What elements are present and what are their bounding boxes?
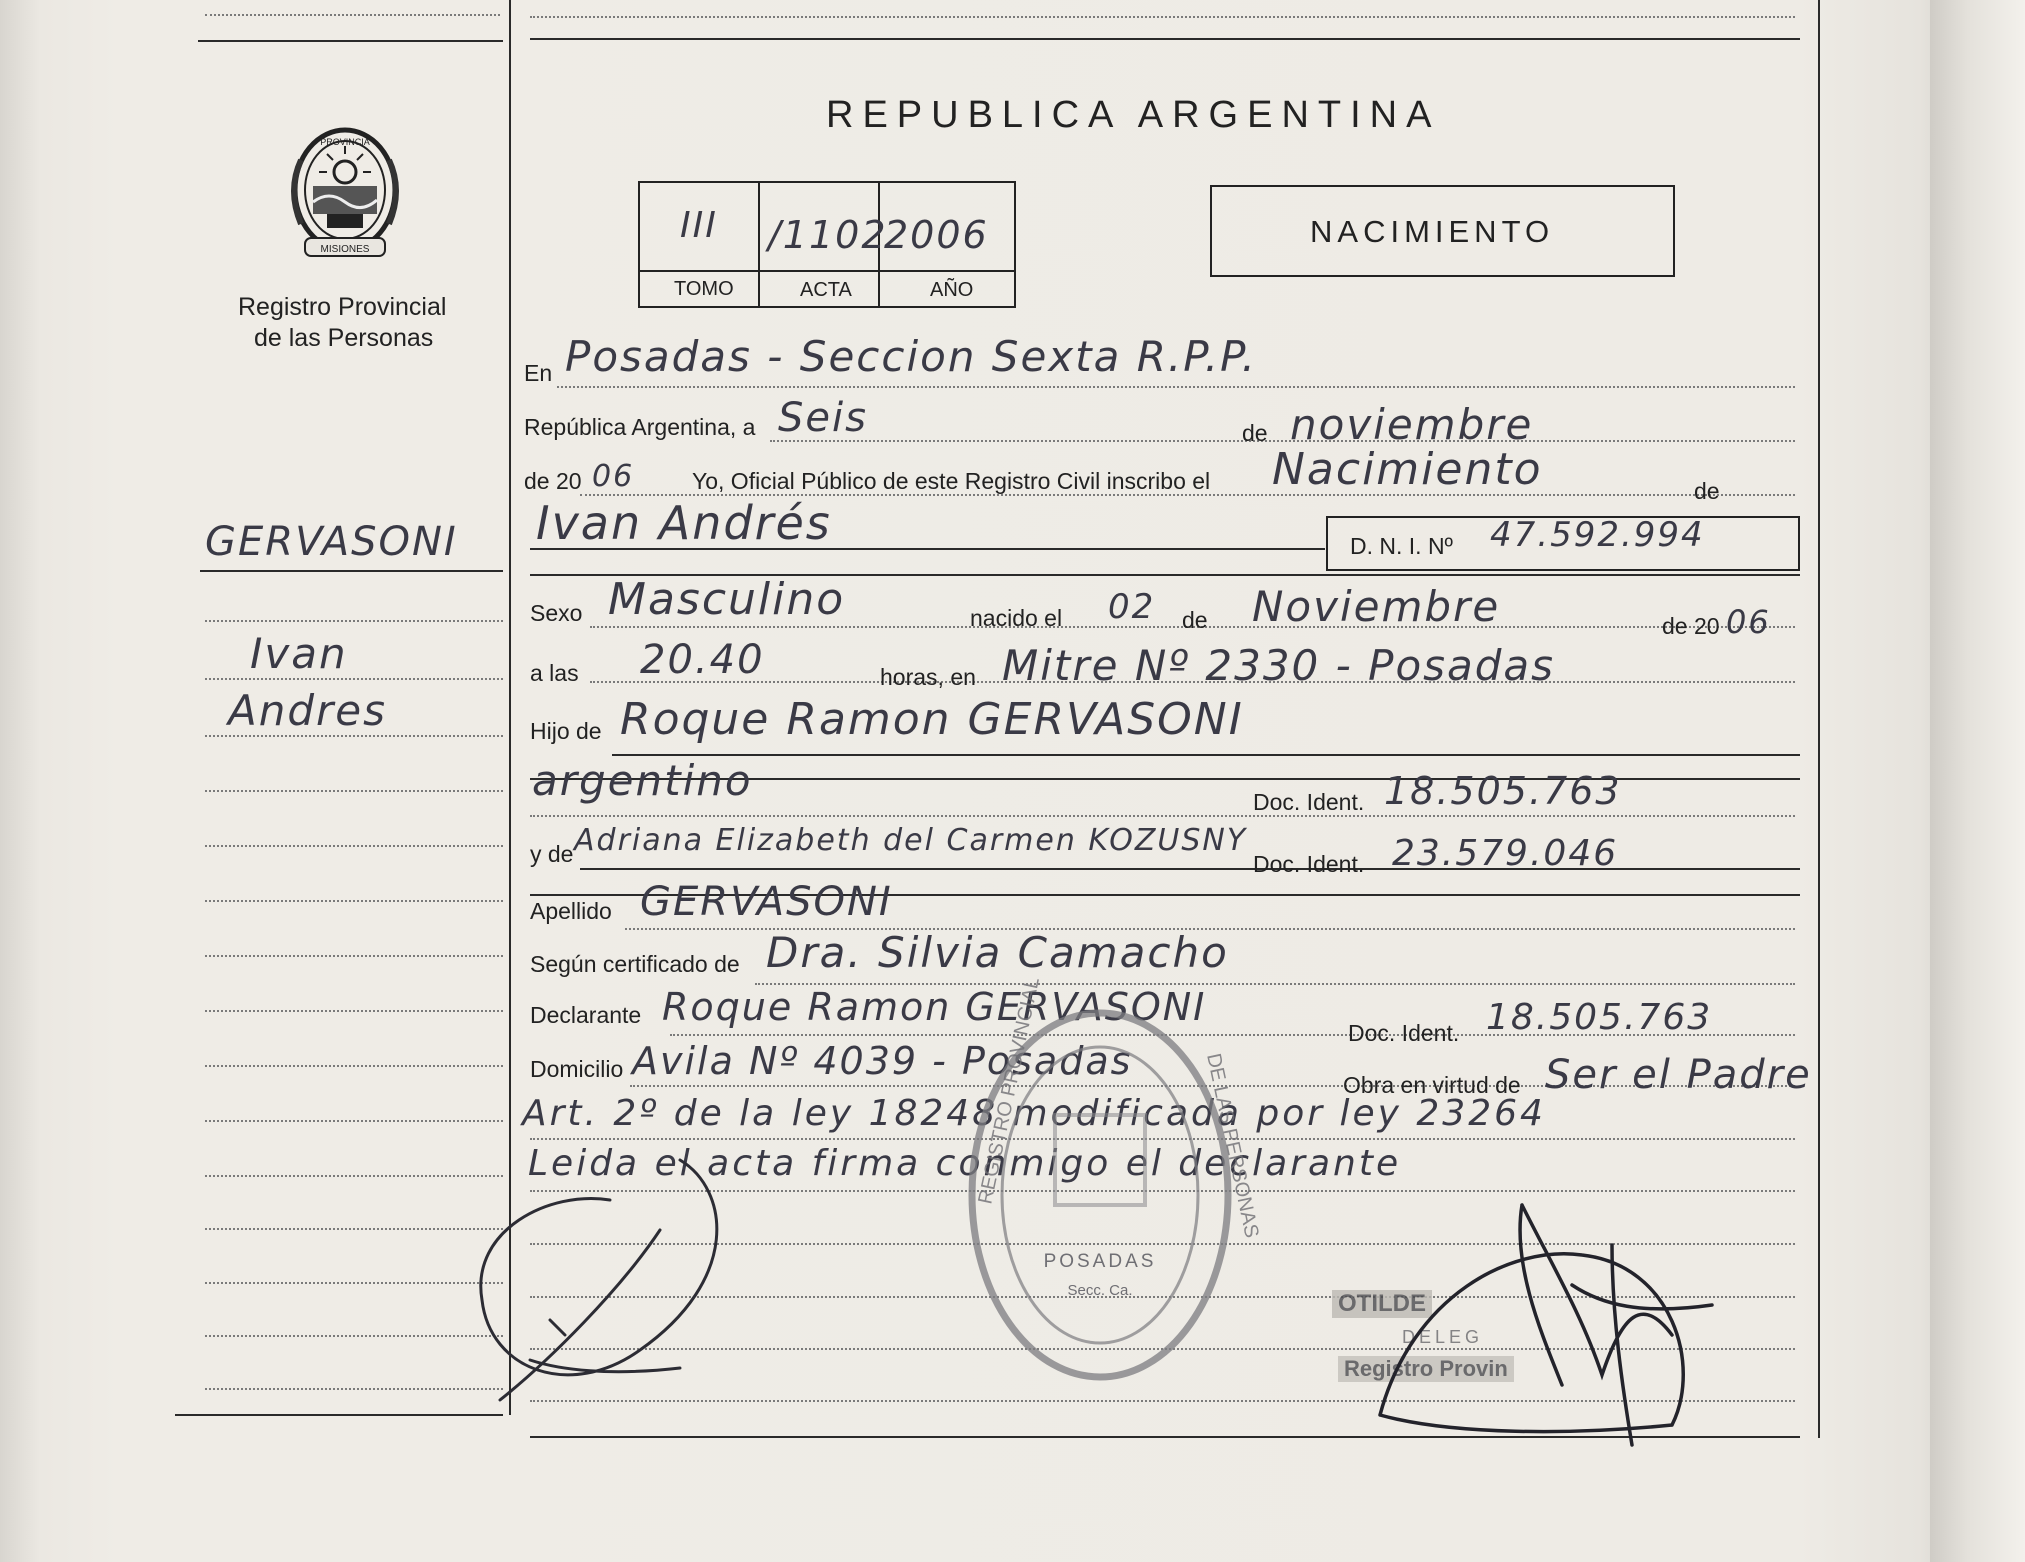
label-declarante: Declarante [530, 1002, 642, 1028]
margin-bottom-line [175, 1414, 503, 1416]
hw-apellido: GERVASONI [640, 879, 893, 925]
registry-name-line2: de las Personas [254, 324, 434, 352]
provincial-emblem-icon [283, 120, 407, 266]
stamp-left-text: REGISTRO PROVINCIAL [974, 975, 1044, 1207]
hw-observacion-2: Leida el acta firma conmigo el declarante [528, 1143, 1402, 1184]
label-yo-oficial: Yo, Oficial Público de este Registro Civil inscribo el [692, 468, 1211, 494]
label-hijo-de: Hijo de [530, 718, 602, 744]
hw-hora: 20.40 [640, 637, 765, 683]
label-segun-certificado: Según certificado de [530, 951, 740, 977]
label-horas-en: horas, en [880, 664, 976, 690]
tomo-label: TOMO [674, 278, 734, 300]
label-de-3: de [1182, 607, 1208, 633]
hw-declarante-doc: 18.505.763 [1486, 997, 1713, 1038]
margin-given-2: Andres [228, 686, 387, 735]
declarant-signature [1372, 1185, 1752, 1455]
hw-padre-nacionalidad: argentino [532, 756, 753, 805]
label-apellido: Apellido [530, 898, 612, 924]
label-nacido-el: nacido el [970, 605, 1063, 631]
official-round-stamp [955, 975, 1263, 1395]
hw-lugar-nacimiento: Mitre Nº 2330 - Posadas [1002, 641, 1556, 690]
dotted-line [530, 16, 1795, 18]
hw-nacido-mes: Noviembre [1252, 582, 1501, 631]
label-republica: República Argentina, a [524, 414, 756, 440]
margin-surname: GERVASONI [205, 519, 458, 565]
ano-value: 2006 [884, 213, 989, 257]
label-doc-ident-3: Doc. Ident. [1348, 1020, 1460, 1046]
label-domicilio: Domicilio [530, 1056, 624, 1082]
label-en: En [524, 360, 553, 386]
hw-certificado: Dra. Silvia Camacho [766, 928, 1229, 977]
label-dni: D. N. I. Nº [1350, 533, 1453, 559]
registry-name-line1: Registro Provincial [238, 293, 447, 321]
separator-line [530, 38, 1800, 40]
hw-madre: Adriana Elizabeth del Carmen KOZUSNY [574, 823, 1248, 858]
label-y-de: y de [530, 841, 574, 867]
dotted-line [205, 14, 500, 16]
hw-lugar: Posadas - Seccion Sexta R.P.P. [565, 332, 1258, 381]
record-number-box [638, 181, 1016, 308]
stamp-center-text-2: Secc. Ca. [1067, 1282, 1133, 1299]
emblem-top-text: PROVINCIA [320, 137, 370, 147]
label-de-20b: de 20 [1662, 613, 1720, 639]
margin-line [200, 570, 503, 572]
country-heading: REPUBLICA ARGENTINA [826, 94, 1441, 136]
hw-domicilio: Avila Nº 4039 - Posadas [632, 1039, 1133, 1083]
hw-nacido-dia: 02 [1108, 587, 1156, 627]
label-a-las: a las [530, 660, 579, 686]
margin-given-1: Ivan [250, 629, 348, 678]
rect-stamp-line1: OTILDE [1332, 1290, 1432, 1318]
acta-value: /1102 [768, 213, 888, 257]
label-de-20: de 20 [524, 468, 582, 494]
hw-nombre: Ivan Andrés [536, 496, 832, 550]
rect-stamp-line2: DELEG [1402, 1327, 1484, 1347]
acta-label: ACTA [800, 279, 852, 301]
label-de: de [1242, 420, 1268, 446]
page-edge [1930, 0, 2025, 1562]
hw-sexo: Masculino [608, 574, 846, 625]
right-border [1818, 0, 1820, 1438]
separator-line [198, 40, 503, 42]
record-type: NACIMIENTO [1310, 214, 1555, 249]
hw-padre: Roque Ramon GERVASONI [620, 694, 1244, 745]
label-obra-virtud: Obra en virtud de [1343, 1072, 1521, 1098]
record-type-box [1210, 185, 1675, 277]
hw-dia: Seis [778, 395, 868, 441]
hw-declarante: Roque Ramon GERVASONI [662, 985, 1207, 1029]
label-sexo: Sexo [530, 600, 583, 626]
tomo-value: III [680, 205, 718, 246]
hw-nacido-ano: 06 [1726, 603, 1771, 641]
hw-obra-virtud: Ser el Padre [1545, 1052, 1812, 1098]
stamp-center-text: POSADAS [1043, 1251, 1157, 1272]
emblem-bottom-text: MISIONES [320, 244, 370, 255]
hw-observacion-1: Art. 2º de la ley 18248 modificada por ley 23264 [522, 1093, 1546, 1134]
ano-label: AÑO [930, 279, 974, 301]
label-doc-ident-2: Doc. Ident. [1253, 851, 1365, 877]
hw-dni: 47.592.994 [1490, 515, 1705, 555]
stamp-right-text: DE LAS PERSONAS [1202, 1051, 1263, 1240]
label-de-2: de [1694, 478, 1720, 504]
hw-mes: noviembre [1290, 400, 1534, 449]
hw-madre-doc: 23.579.046 [1392, 833, 1619, 874]
hw-ano-suffix: 06 [592, 459, 635, 494]
label-doc-ident-1: Doc. Ident. [1253, 789, 1365, 815]
hw-inscripcion: Nacimiento [1272, 444, 1543, 495]
hw-padre-doc: 18.505.763 [1384, 769, 1622, 813]
officer-signature [470, 1130, 790, 1420]
rect-stamp-line3: Registro Provin [1338, 1356, 1514, 1382]
